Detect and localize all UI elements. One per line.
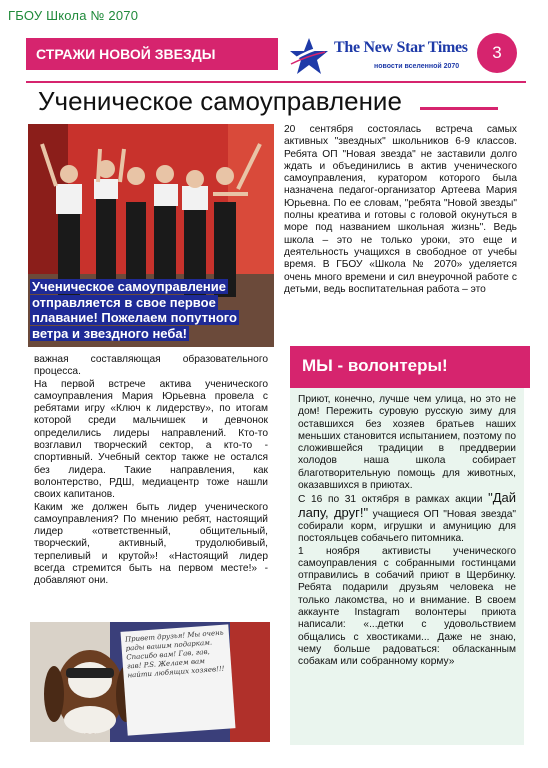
star-logo-icon	[289, 36, 329, 76]
page-number: 3	[477, 33, 517, 73]
article-paragraph: важная составляющая образовательного процесса.	[34, 354, 268, 378]
action-name: "Дай лапу, друг!"	[298, 490, 516, 520]
volunteers-title: МЫ - волонтеры!	[302, 356, 448, 375]
school-name: ГБОУ Школа № 2070	[8, 8, 139, 23]
article-title: Ученическое самоуправление	[38, 86, 402, 116]
newspaper-title: The New Star Times	[334, 39, 468, 56]
article-paragraph: На первой встрече актива ученического самоуправления Мария Юрьевна провела с ребятами игру «Ключ к лидерству», по итогам которой среди мальчишек и девчонок определились лидеры направлений. Кто-то возглавил творческий сектор, а кто-то - спортивный. Учебный сектор также не остался без лидера. Такие направления, как волонтерство, РДШ, медиацентр тоже нашли своих капитанов.	[34, 378, 268, 501]
volunteers-paragraph: 1 ноября активисты ученического самоуправления с собранными гостинцами отправились в собачий приют в Щербинку. Ребята подарили друзьям человека не только лакомства, но и внимание. В своем аккаунте Instagram волонтеры приюта написали: «...детки с удовольствием общались с хвостиками... Даже не знаю, чему больше радоваться: обласканным собакам или собранному корму»	[298, 545, 516, 668]
section-title: СТРАЖИ НОВОЙ ЗВЕЗДЫ	[36, 46, 216, 62]
volunteers-paragraph: Приют, конечно, лучше чем улица, но это не дом! Пережить суровую русскую зиму для оставшихся без хозяев братьев наших меньших становится испытанием, поэтому по сложившейся традиции в преддверии холодов наша школа собирает благотворительную помощь для животных, оказавшихся в приютах.	[298, 394, 516, 492]
header-divider	[26, 81, 526, 83]
newspaper-subtitle: новости вселенной 2070	[374, 63, 460, 70]
article-text-right: 20 сентября состоялась встреча самых активных "звездных" школьников 6-9 классов. Ребята ОП "Новая звезда" не заставили долго ждать и объединились в актив ученического самоуправления, куратором которого была назначена педагог-организатор Артеева Мария Юрьевна. По ее словам, "ребята "Новой звезды" полны креатива и готовы с головой окунуться в море под названием школьная жизнь". Ведь школа – это не только уроки, это еще и деятельность учащихся в свободное от учебы время. В ГБОУ «Школа № 2070» уделяется очень много времени и сил внеурочной работе с детьми, ведь воспитательная работа – это	[284, 124, 517, 295]
volunteers-paragraph: С 16 по 31 октября в рамках акции "Дай лапу, друг!" учащиеся ОП "Новая звезда" собирали корм, игрушки и амуницию для постояльцев собачьего питомника.	[298, 490, 516, 545]
article-text-left	[34, 354, 268, 588]
handwritten-note: Привет друзья! Мы очень рады вашим подаркам. Спасибо вам! Гав, гав, гав! P.S. Желаем вам найти любящих хозяев!!!	[121, 624, 236, 735]
title-underline	[420, 107, 498, 110]
photo-caption: Ученическое самоуправление отправляется в свое первое плавание! Пожелаем попутного ветра и звездного неба!	[32, 279, 237, 341]
article-paragraph: Каким же должен быть лидер ученического самоуправления? По мнению ребят, настоящий лидер «ответственный, общительный, творческий, активный, трудолюбивый, терпеливый и крутой»! «Настоящий лидер всегда стремится быть на первом месте!» - добавляют они.	[34, 501, 268, 587]
volunteers-text	[298, 394, 516, 669]
